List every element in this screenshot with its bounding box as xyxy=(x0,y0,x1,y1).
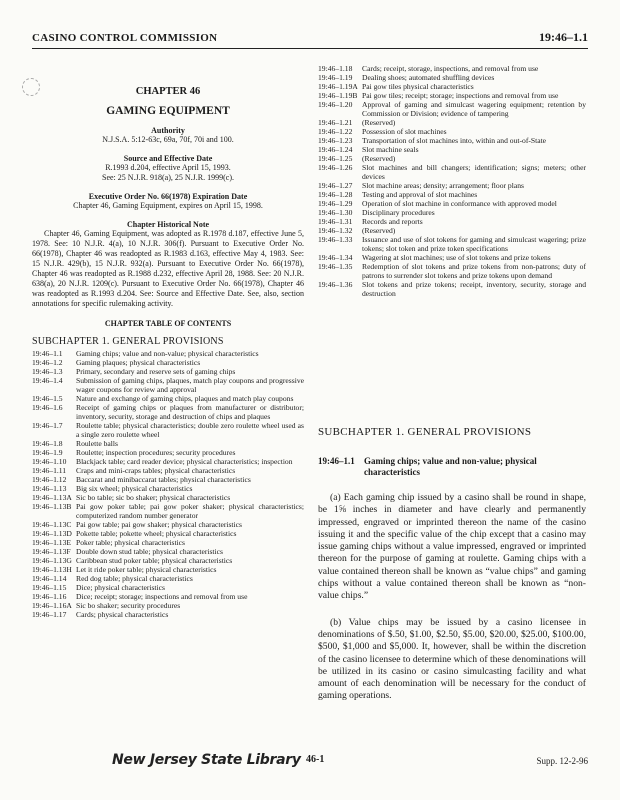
toc-entry xyxy=(32,493,304,502)
toc-entry-number: 19:46–1.13H xyxy=(32,565,72,574)
toc-entry-number: 19:46–1.24 xyxy=(318,145,353,154)
toc-entry-number: 19:46–1.17 xyxy=(32,610,67,619)
toc-entry-number: 19:46–1.13E xyxy=(32,538,72,547)
toc-entry-number: 19:46–1.5 xyxy=(32,394,63,403)
toc-entry-title: Receipt of gaming chips or plaques from manufacturer or distributor; inventory, security, storage and destruction of chips and plaques xyxy=(76,403,304,421)
toc-entry-number: 19:46–1.12 xyxy=(32,475,67,484)
toc-entry-title: Operation of slot machine in conformance with approved model xyxy=(362,199,557,208)
source-heading: Source and Effective Date xyxy=(123,154,213,163)
toc-entry-number: 19:46–1.13C xyxy=(32,520,72,529)
toc-entry xyxy=(318,226,586,235)
toc-entry xyxy=(32,358,304,367)
toc-entry xyxy=(32,529,304,538)
toc-entry-number: 19:46–1.18 xyxy=(318,64,353,73)
toc-entry-title: Sic bo table; sic bo shaker; physical characteristics xyxy=(76,493,231,502)
toc-entry-title: Slot machine areas; density; arrangement; floor plans xyxy=(362,181,524,190)
right-column xyxy=(318,64,586,703)
toc-entry-number: 19:46–1.28 xyxy=(318,190,353,199)
toc-list-left xyxy=(32,349,304,619)
toc-entry xyxy=(318,154,586,163)
toc-entry-title: Cards; physical characteristics xyxy=(76,610,169,619)
toc-entry-number: 19:46–1.16 xyxy=(32,592,67,601)
historical-note-heading: Chapter Historical Note xyxy=(126,220,210,229)
source-line: R.1993 d.204, effective April 15, 1993. xyxy=(105,163,231,172)
toc-entry xyxy=(318,217,586,226)
toc-entry xyxy=(32,403,304,421)
toc-entry-title: Primary, secondary and reserve sets of gaming chips xyxy=(76,367,236,376)
toc-entry-title: Gaming plaques; physical characteristics xyxy=(76,358,201,367)
toc-entry-number: 19:46–1.27 xyxy=(318,181,353,190)
toc-entry-number: 19:46–1.4 xyxy=(32,376,63,385)
body-subchapter-heading: SUBCHAPTER 1. GENERAL PROVISIONS xyxy=(318,426,532,438)
toc-entry-number: 19:46–1.6 xyxy=(32,403,63,412)
toc-entry-title: Double down stud table; physical characteristics xyxy=(76,547,223,556)
toc-entry xyxy=(318,145,586,154)
section-number: 19:46–1.1 xyxy=(318,456,355,466)
toc-entry-number: 19:46–1.23 xyxy=(318,136,353,145)
toc-entry-title: Poker table; physical characteristics xyxy=(76,538,186,547)
toc-entry-title: Redemption of slot tokens and prize tokens from non-patrons; duty of patrons to surrender slot tokens and prize tokens upon demand xyxy=(362,262,586,280)
library-stamp: New Jersey State Library xyxy=(112,752,301,768)
toc-entry xyxy=(318,199,586,208)
left-column xyxy=(32,64,304,619)
toc-entry xyxy=(318,208,586,217)
toc-entry-title: Disciplinary procedures xyxy=(362,208,435,217)
toc-entry-number: 19:46–1.10 xyxy=(32,457,67,466)
toc-entry-number: 19:46–1.36 xyxy=(318,280,353,289)
toc-entry-title: (Reserved) xyxy=(362,154,396,163)
toc-entry-number: 19:46–1.19B xyxy=(318,91,358,100)
toc-entry xyxy=(318,100,586,118)
toc-entry-title: Pokette table; pokette wheel; physical characteristics xyxy=(76,529,237,538)
page-number: 46-1 xyxy=(306,754,325,765)
toc-entry-number: 19:46–1.26 xyxy=(318,163,353,172)
toc-entry xyxy=(318,136,586,145)
toc-entry-number: 19:46–1.30 xyxy=(318,208,353,217)
historical-note-text: Chapter 46, Gaming Equipment, was adopted as R.1978 d.187, effective June 5, 1978. See: 10 N.J.R. 4(a), 10 N.J.R. 306(f). Pursuant to Executive Order No. 66(1978), Chapter 46 was readopted as R.1983 d.163, effective May 4, 1983. See: 15 N.J.R. 429(b), 15 N.J.R. 932(a). Pursuant to Executive Order No. 66(1978), Chapter 46 was readopted as R.1988 d.232, effective April 28, 1988. See: 20 N.J.R. 638(a), 20 N.J.R. 1209(c). Pursuant to Executive Order No. 66(1978), Chapter 46 was readopted as R.1993 d.204. See: Source and Effective Date. See, also, section annotations for specific rulemaking activity. xyxy=(32,229,304,308)
toc-entry-title: Big six wheel; physical characteristics xyxy=(76,484,193,493)
source-line: See: 25 N.J.R. 918(a), 25 N.J.R. 1999(c). xyxy=(102,173,234,182)
toc-entry xyxy=(32,583,304,592)
toc-entry xyxy=(32,610,304,619)
toc-entry-number: 19:46–1.13 xyxy=(32,484,67,493)
toc-entry-number: 19:46–1.32 xyxy=(318,226,353,235)
toc-entry-title: Slot machines and bill changers; identification; signs; meters; other devices xyxy=(362,163,586,181)
toc-entry xyxy=(32,601,304,610)
toc-entry-number: 19:46–1.11 xyxy=(32,466,67,475)
toc-entry-title: Wagering at slot machines; use of slot tokens and prize tokens xyxy=(362,253,551,262)
toc-entry-number: 19:46–1.13G xyxy=(32,556,72,565)
toc-entry xyxy=(32,484,304,493)
toc-list-right xyxy=(318,64,586,298)
toc-entry-number: 19:46–1.21 xyxy=(318,118,353,127)
executive-order-heading: Executive Order No. 66(1978) Expiration Date xyxy=(88,192,248,201)
toc-entry-title: Testing and approval of slot machines xyxy=(362,190,478,199)
toc-entry-number: 19:46–1.3 xyxy=(32,367,63,376)
toc-entry-title: Cards; receipt, storage, inspections, and removal from use xyxy=(362,64,539,73)
toc-entry-number: 19:46–1.29 xyxy=(318,199,353,208)
toc-entry-title: Gaming chips; value and non-value; physical characteristics xyxy=(76,349,259,358)
toc-entry-number: 19:46–1.9 xyxy=(32,448,63,457)
toc-heading: CHAPTER TABLE OF CONTENTS xyxy=(104,319,232,328)
authority-text: N.J.S.A. 5:12-63c, 69a, 70f, 70i and 100. xyxy=(102,135,234,144)
toc-entry-title: Roulette balls xyxy=(76,439,118,448)
toc-entry-number: 19:46–1.25 xyxy=(318,154,353,163)
toc-entry-number: 19:46–1.35 xyxy=(318,262,353,271)
toc-entry-title: Craps and mini-craps tables; physical characteristics xyxy=(76,466,236,475)
toc-entry-number: 19:46–1.13F xyxy=(32,547,71,556)
toc-entry-title: Slot tokens and prize tokens; receipt, inventory, security, storage and destruction xyxy=(362,280,586,298)
toc-entry-number: 19:46–1.33 xyxy=(318,235,353,244)
agency-name: CASINO CONTROL COMMISSION xyxy=(32,32,218,44)
toc-entry xyxy=(318,181,586,190)
toc-entry xyxy=(32,466,304,475)
toc-entry xyxy=(32,565,304,574)
toc-entry-title: Pai gow tiles; receipt; storage; inspections and removal from use xyxy=(362,91,559,100)
toc-entry xyxy=(32,592,304,601)
toc-entry xyxy=(32,538,304,547)
toc-entry-number: 19:46–1.1 xyxy=(32,349,63,358)
toc-entry-number: 19:46–1.14 xyxy=(32,574,67,583)
toc-entry xyxy=(318,262,586,280)
toc-entry xyxy=(32,502,304,520)
toc-entry-number: 19:46–1.34 xyxy=(318,253,353,262)
toc-entry xyxy=(32,574,304,583)
toc-entry xyxy=(32,520,304,529)
chapter-title: GAMING EQUIPMENT xyxy=(106,105,230,117)
toc-entry-number: 19:46–1.19A xyxy=(318,82,358,91)
toc-entry-number: 19:46–1.16A xyxy=(32,601,72,610)
toc-entry-title: Roulette table; physical characteristics; double zero roulette wheel used as a single zero roulette wheel xyxy=(76,421,304,439)
section-reference: 19:46–1.1 xyxy=(539,30,588,44)
toc-entry-title: (Reserved) xyxy=(362,118,396,127)
toc-entry-title: Pai gow tiles physical characteristics xyxy=(362,82,474,91)
toc-entry xyxy=(32,457,304,466)
toc-entry-number: 19:46–1.22 xyxy=(318,127,353,136)
authority-heading: Authority xyxy=(151,126,185,135)
toc-entry xyxy=(32,376,304,394)
toc-entry xyxy=(32,556,304,565)
toc-entry-title: Roulette; inspection procedures; security procedures xyxy=(76,448,236,457)
paragraph-a: (a) Each gaming chip issued by a casino shall be round in shape, be 1⅝ inches in diameter and have clearly and permanently impressed, engraved or imprinted thereon the name of the casino issuing it and the specific value of the chip except that a casino may issue gaming chips without a value impressed, engraved or imprinted thereon for the purpose of gaming at roulette. Gaming chips with a value contained thereon shall be known as “value chips” and gaming chips without a value contained thereon shall be known as “non-value chips.” xyxy=(318,492,586,602)
toc-entry-number: 19:46–1.13B xyxy=(32,502,72,511)
toc-entry xyxy=(318,280,586,298)
toc-entry-number: 19:46–1.19 xyxy=(318,73,353,82)
toc-entry xyxy=(32,367,304,376)
executive-order-text: Chapter 46, Gaming Equipment, expires on April 15, 1998. xyxy=(73,201,263,210)
toc-entry xyxy=(32,439,304,448)
toc-entry-title: Issuance and use of slot tokens for gaming and simulcast wagering; prize tokens; slot token and prize token specifications xyxy=(362,235,586,253)
toc-subchapter: SUBCHAPTER 1. GENERAL PROVISIONS xyxy=(32,336,224,347)
toc-entry-title: Possession of slot machines xyxy=(362,127,447,136)
toc-entry xyxy=(32,448,304,457)
paragraph-b: (b) Value chips may be issued by a casino licensee in denominations of $.50, $1.00, $2.50, $5.00, $20.00, $25.00, $100.00, $500, $1,000 and $5,000. It, however, shall be within the discretion of the casino licensee to determine which of these denominations will be utilized in its casino or casino simulcasting facility and what amount of each denomination will be necessary for the conduct of gaming operations. xyxy=(318,616,586,702)
page-footer xyxy=(32,752,588,776)
toc-entry xyxy=(318,163,586,181)
toc-entry-title: Let it ride poker table; physical characteristics xyxy=(76,565,217,574)
toc-entry-title: Submission of gaming chips, plaques, match play coupons and progressive wager coupons for review and approval xyxy=(76,376,304,394)
toc-entry-number: 19:46–1.13A xyxy=(32,493,72,502)
toc-entry-title: Nature and exchange of gaming chips, plaques and match play coupons xyxy=(76,394,294,403)
toc-entry-title: Records and reports xyxy=(362,217,423,226)
toc-entry-title: Pai gow poker table; pai gow poker shaker; physical characteristics; computerized random number generator xyxy=(76,502,304,520)
toc-entry xyxy=(318,235,586,253)
toc-entry-title: Baccarat and minibaccarat tables; physical characteristics xyxy=(76,475,251,484)
toc-entry-title: (Reserved) xyxy=(362,226,396,235)
toc-entry-title: Dice; receipt; storage; inspections and removal from use xyxy=(76,592,248,601)
toc-entry-title: Pai gow table; pai gow shaker; physical characteristics xyxy=(76,520,242,529)
toc-entry xyxy=(318,127,586,136)
running-header xyxy=(32,30,588,49)
toc-entry xyxy=(318,73,586,82)
toc-entry-title: Dealing shoes; automated shuffling devices xyxy=(362,73,495,82)
chapter-number: CHAPTER 46 xyxy=(135,86,201,97)
toc-entry xyxy=(318,118,586,127)
toc-entry-number: 19:46–1.8 xyxy=(32,439,63,448)
toc-entry-title: Blackjack table; card reader device; physical characteristics; inspection xyxy=(76,457,293,466)
toc-entry-number: 19:46–1.15 xyxy=(32,583,67,592)
toc-entry-title: Caribbean stud poker table; physical characteristics xyxy=(76,556,233,565)
toc-entry xyxy=(318,253,586,262)
toc-entry xyxy=(318,64,586,73)
toc-entry-number: 19:46–1.13D xyxy=(32,529,72,538)
toc-entry-title: Dice; physical characteristics xyxy=(76,583,165,592)
toc-entry xyxy=(318,91,586,100)
toc-entry xyxy=(32,421,304,439)
toc-entry xyxy=(318,82,586,91)
toc-entry-title: Transportation of slot machines into, within and out-of-State xyxy=(362,136,547,145)
toc-entry-title: Approval of gaming and simulcast wagering equipment; retention by Commission or Division; evidence of tampering xyxy=(362,100,586,118)
toc-entry xyxy=(318,190,586,199)
toc-entry xyxy=(32,475,304,484)
toc-entry-number: 19:46–1.7 xyxy=(32,421,63,430)
toc-entry xyxy=(32,394,304,403)
supplement-date: Supp. 12-2-96 xyxy=(536,756,588,766)
toc-entry-number: 19:46–1.20 xyxy=(318,100,353,109)
section-title: Gaming chips; value and non-value; physical characteristics xyxy=(364,456,537,477)
toc-entry-number: 19:46–1.2 xyxy=(32,358,63,367)
toc-entry-number: 19:46–1.31 xyxy=(318,217,353,226)
toc-entry-title: Sic bo shaker; security procedures xyxy=(76,601,181,610)
section-heading xyxy=(318,456,586,478)
toc-entry xyxy=(32,547,304,556)
toc-entry-title: Slot machine seals xyxy=(362,145,419,154)
toc-entry xyxy=(32,349,304,358)
toc-entry-title: Red dog table; physical characteristics xyxy=(76,574,193,583)
